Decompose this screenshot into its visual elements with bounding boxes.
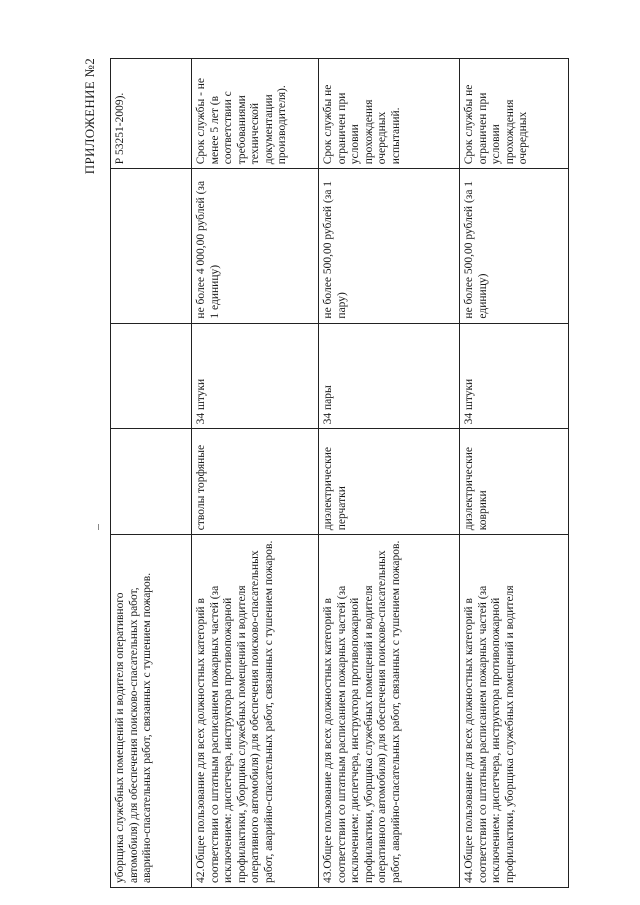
cell-price: не более 4 000,00 рублей (за 1 единицу) xyxy=(192,169,319,323)
cell-quantity: 34 штуки xyxy=(192,323,319,429)
rotated-content xyxy=(82,58,540,888)
scan-mark xyxy=(98,524,99,530)
cell-term: Р 53251-2009). xyxy=(111,59,192,169)
cell-item: диэлектрические перчатки xyxy=(319,429,460,535)
table-row xyxy=(192,59,319,888)
table-row xyxy=(111,59,192,888)
cell-item: диэлектрические коврики xyxy=(460,429,569,535)
cell-term: Срок службы - не менее 5 лет (в соответствии с требованиями технической документации производителя). xyxy=(192,59,319,169)
cell-term: Срок службы не ограничен при условии прохождения очередных xyxy=(460,59,569,169)
cell-purpose: 44.Общее пользование для всех должностных категорий в соответствии со штатным расписанием пожарных частей (за исключением: диспетчера, инструктора противопожарной профилактики, уборщика служебных помещений и водителя xyxy=(460,535,569,888)
requirements-table xyxy=(110,58,569,888)
cell-purpose: 43.Общее пользование для всех должностных категорий в соответствии со штатным расписанием пожарных частей (за исключением: диспетчера, инструктора противопожарной профилактики, уборщика служебных помещений и водителя оперативного автомобиля) для обеспечения поисково-спасательных работ, аварийно-спасательных работ, связанных с тушением пожаров. xyxy=(319,535,460,888)
cell-quantity: 34 штуки xyxy=(460,323,569,429)
cell-price xyxy=(111,169,192,323)
cell-price: не более 500,00 рублей (за 1 единицу) xyxy=(460,169,569,323)
table-row xyxy=(460,59,569,888)
appendix-label: ПРИЛОЖЕНИЕ №2 xyxy=(82,58,97,175)
cell-price: не более 500,00 рублей (за 1 пару) xyxy=(319,169,460,323)
cell-term: Срок службы не ограничен при условии прохождения очередных испытаний. xyxy=(319,59,460,169)
table-row xyxy=(319,59,460,888)
cell-item: стволы торфяные xyxy=(192,429,319,535)
cell-quantity: 34 пары xyxy=(319,323,460,429)
cell-quantity xyxy=(111,323,192,429)
cell-purpose: уборщика служебных помещений и водителя оперативного автомобиля) для обеспечения поисково-спасательных работ, аварийно-спасательных работ, связанных с тушением пожаров. xyxy=(111,535,192,888)
cell-item xyxy=(111,429,192,535)
cell-purpose: 42.Общее пользование для всех должностных категорий в соответствии со штатным расписанием пожарных частей (за исключением: диспетчера, инструктора противопожарной профилактики, уборщика служебных помещений и водителя оперативного автомобиля) для обеспечения поисково-спасательных работ, аварийно-спасательных работ, связанных с тушением пожаров. xyxy=(192,535,319,888)
